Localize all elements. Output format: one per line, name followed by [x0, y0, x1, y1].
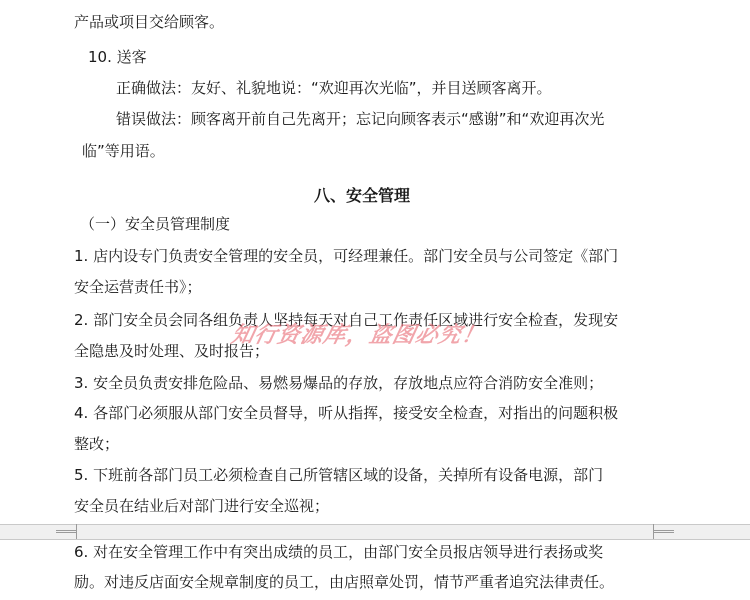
- rule-4-line-2: 整改；: [74, 435, 120, 453]
- rule-2-line-2: 全隐患及时处理、及时报告；: [74, 342, 270, 360]
- page-break: [0, 524, 750, 540]
- rule-3: 3. 安全员负责安排危险品、易燃易爆品的存放，存放地点应符合消防安全准则；: [74, 374, 604, 392]
- subsection-heading: （一）安全员管理制度: [80, 215, 231, 233]
- rule-6-line-1: 6. 对在安全管理工作中有突出成绩的员工，由部门安全员报店领导进行表扬或奖: [74, 543, 604, 561]
- rule-5-line-1: 5. 下班前各部门员工必须检查自己所管辖区域的设备，关掉所有设备电源，部门: [74, 466, 604, 484]
- rule-4-line-1: 4. 各部门必须服从部门安全员督导，听从指挥，接受安全检查，对指出的问题积极: [74, 404, 619, 422]
- rule-1-line-1: 1. 店内设专门负责安全管理的安全员，可经理兼任。部门安全员与公司签定《部门: [74, 247, 619, 265]
- previous-line-fragment: [72, 0, 672, 2]
- watermark: 知行资源库，盗图必究！: [228, 323, 488, 348]
- wrong-practice-line-2: 临”等用语。: [82, 142, 165, 160]
- rule-2-line-1: 2. 部门安全员会同各组负责人坚持每天对自己工作责任区域进行安全检查，发现安: [74, 311, 619, 329]
- page-corner-mark-left-bottom: [56, 530, 77, 539]
- section-heading: 八、安全管理: [314, 186, 411, 205]
- rule-1-line-2: 安全运营责任书》；: [74, 278, 202, 296]
- correct-practice: 正确做法：友好、礼貌地说：“欢迎再次光临”，并目送顾客离开。: [116, 79, 552, 97]
- list-item-10-title: 10. 送客: [88, 48, 147, 66]
- wrong-practice-line-1: 错误做法：顾客离开前自己先离开；忘记向顾客表示“感谢”和“欢迎再次光: [116, 110, 605, 128]
- page-corner-mark-right-bottom: [653, 530, 674, 539]
- rule-5-line-2: 安全员在结业后对部门进行安全巡视；: [74, 497, 330, 515]
- text-line-1: 产品或项目交给顾客。: [74, 13, 225, 31]
- rule-6-line-2: 励。对违反店面安全规章制度的员工，由店照章处罚，情节严重者追究法律责任。: [74, 573, 615, 591]
